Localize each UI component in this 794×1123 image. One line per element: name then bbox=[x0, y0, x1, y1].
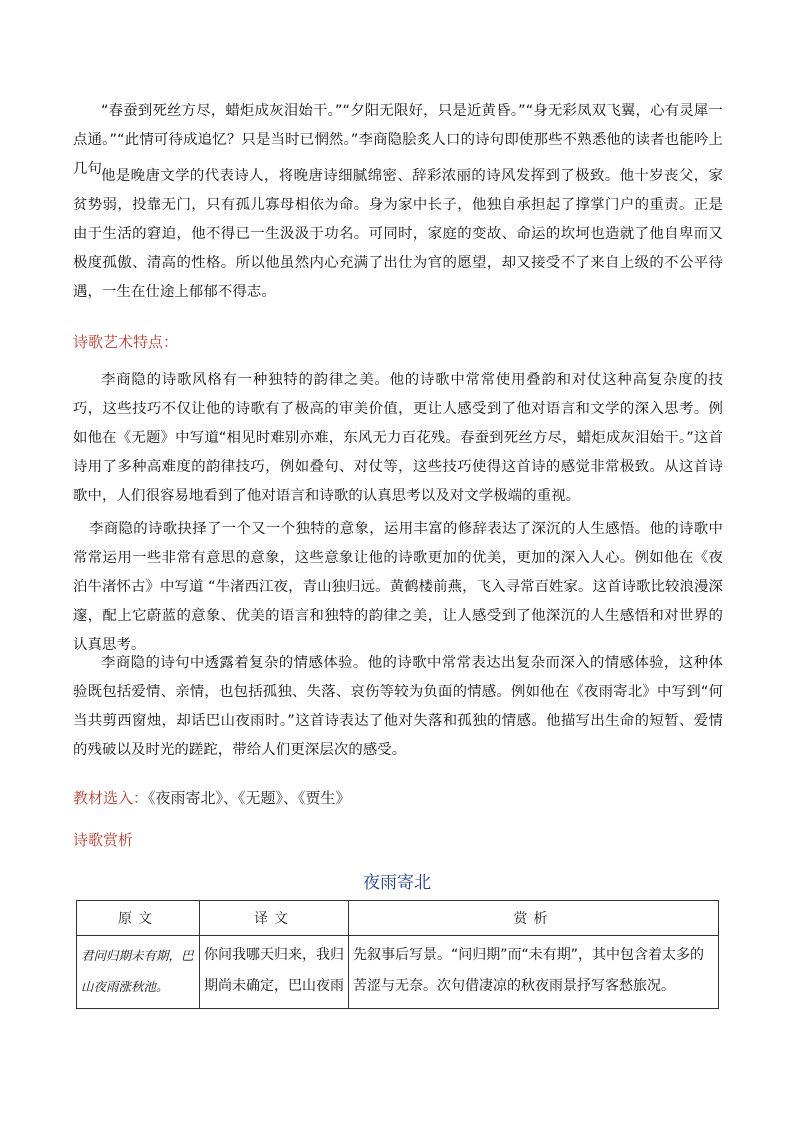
art-features-heading-text: 诗歌艺术特点： bbox=[73, 333, 179, 351]
poem-table bbox=[76, 900, 719, 1009]
column-header-original: 原文 bbox=[77, 901, 200, 936]
art-paragraph-3: 李商隐的诗句中透露着复杂的情感体验。他的诗歌中常常表达出复杂而深入的情感体验，这种体验既包括爱情、亲情，也包括孤独、失落、哀伤等较为负面的情感。例如他在《夜雨寄北》中写到“何当共剪西窗烛，却话巴山夜雨时。”这首诗表达了他对失落和孤独的情感。他描写出生命的短暂、爱情的残破以及时光的蹉跎，带给人们更深层次的感受。 bbox=[73, 655, 723, 758]
table-row bbox=[77, 936, 719, 1009]
table-header-row bbox=[77, 901, 719, 936]
translation-cell: 你问我哪天归来，我归期尚未确定，巴山夜雨 bbox=[200, 936, 349, 1009]
textbook-heading bbox=[73, 787, 351, 808]
textbook-label: 教材选入： bbox=[73, 789, 149, 807]
column-header-translation: 译文 bbox=[200, 901, 349, 936]
bio-paragraph: 他是晚唐文学的代表诗人，将晚唐诗细腻绵密、辞彩浓丽的诗风发挥到了极致。他十岁丧父，家贫势弱，投靠无门，只有孤儿寡母相依为命。身为家中长子，他独自承担起了撑掌门户的重责。正是由于生活的窘迫，他不得已一生汲汲于功名。可同时，家庭的变故、命运的坎坷也造就了他自卑而又极度孤傲、清高的性格。所以他虽然内心充满了出仕为官的愿望，却又接受不了来自上级的不公平待遇，一生在仕途上郁郁不得志。 bbox=[73, 168, 723, 300]
art-paragraph-2: 李商隐的诗歌抉择了一个又一个独特的意象，运用丰富的修辞表达了深沉的人生感悟。他的诗歌中常常运用一些非常有意思的意象，这些意象让他的诗歌更加的优美，更加的深入人心。例如他在《夜泊牛渚怀古》中写道 “牛渚西江夜，青山独归远。黄鹤楼前燕，飞入寻常百姓家。这首诗歌比较浪漫深邃，配上它蔚蓝的意象、优美的语言和独特的韵律之美，让人感受到了他深沉的人生感悟和对世界的认真思考。 bbox=[73, 521, 723, 653]
intro-paragraph: “春蚕到死丝方尽，蜡炬成灰泪始干。”“夕阳无限好，只是近黄昏。”“身无彩凤双飞翼，心有灵犀一点通。”“此情可待成追忆？只是当时已惘然。”李商隐脍炙人口的诗句即使那些不熟悉他的读者也能吟上几句 bbox=[73, 103, 723, 177]
analysis-cell: 先叙事后写景。“问归期”而“未有期”，其中包含着太多的苦涩与无奈。次句借凄凉的秋夜雨景抒写客愁旅况。 bbox=[349, 936, 719, 1009]
art-features-heading bbox=[73, 331, 178, 352]
original-text-cell: 君问归期未有期，巴山夜雨涨秋池。 bbox=[77, 936, 200, 1009]
textbook-items: 《夜雨寄北》、《无题》、《贾生》 bbox=[148, 789, 351, 807]
art-paragraph-1: 李商隐的诗歌风格有一种独特的韵律之美。他的诗歌中常常使用叠韵和对仗这种高复杂度的技巧，这些技巧不仅让他的诗歌有了极高的审美价值，更让人感受到了他对语言和文学的深入思考。例如他在《无题》中写道“相见时难别亦难，东风无力百花残。春蚕到死丝方尽，蜡炬成灰泪始干。”这首诗用了多种高难度的韵律技巧，例如叠句、对仗等，这些技巧使得这首诗的感觉非常极致。从这首诗歌中，人们很容易地看到了他对语言和诗歌的认真思考以及对文学极端的重视。 bbox=[73, 372, 723, 504]
appreciation-heading: 诗歌赏析 bbox=[73, 831, 134, 849]
poem-title: 夜雨寄北 bbox=[363, 873, 431, 893]
column-header-analysis: 赏析 bbox=[349, 901, 719, 936]
